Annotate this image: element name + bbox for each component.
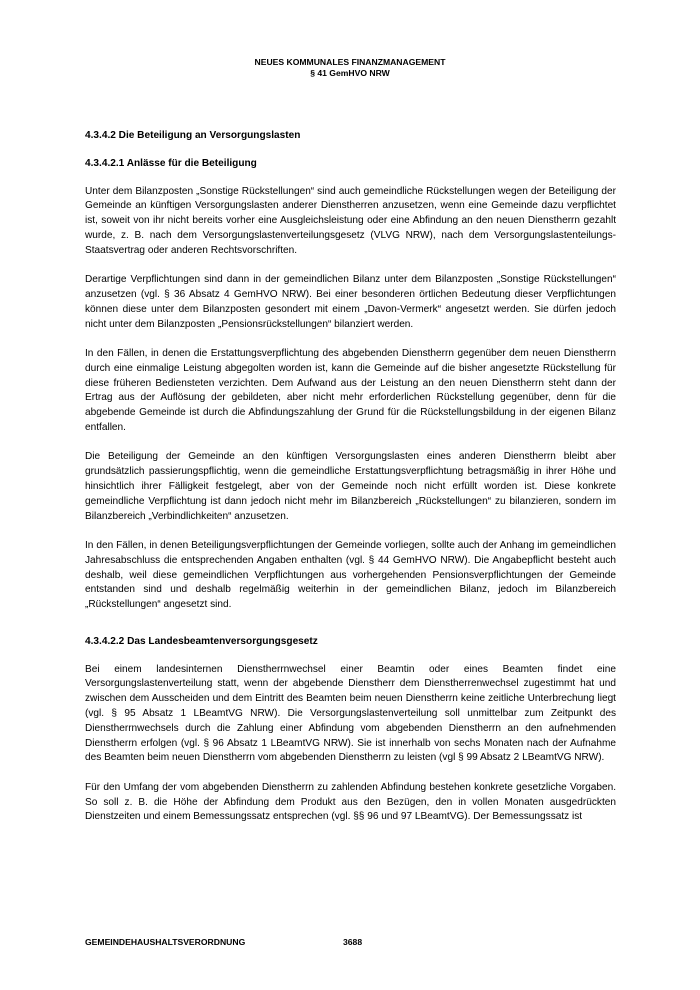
subsection-heading-2: 4.3.4.2.2 Das Landesbeamtenversorgungsgesetz [85, 635, 318, 647]
footer-label: GEMEINDEHAUSHALTSVERORDNUNG [85, 937, 246, 947]
page-header [0, 57, 700, 79]
paragraph: Für den Umfang der vom abgebenden Dienstherrn zu zahlenden Abfindung bestehen konkrete gesetzliche Vorgaben. So soll z. B. die Höhe der Abfindung dem Produkt aus den Bezügen, den in vollen Monaten ausgedrückten Dienstzeiten und einem Bemessungssatz entsprechen (vgl. §§ 96 und 97 LBeamtVG). Der Bemessungssatz ist [85, 781, 616, 823]
paragraph: In den Fällen, in denen Beteiligungsverpflichtungen der Gemeinde vorliegen, sollte auch der Anhang im gemeindlichen Jahresabschluss die entsprechenden Angaben enthalten (vgl. § 44 GemHVO NRW). Die Angabepflicht besteht auch deshalb, weil diese gemeindlichen Verpflichtungen aus vorhergehenden Pensionsverpflichtungen der Gemeinde entstanden sind und deshalb regelmäßig weiterhin in der gemeindlichen Bilanz, jedoch im Bilanzbereich „Rückstellungen“ angesetzt sind. [85, 539, 616, 611]
paragraph: Derartige Verpflichtungen sind dann in der gemeindlichen Bilanz unter dem Bilanzposten „Sonstige Rückstellungen“ anzusetzen (vgl. § 36 Absatz 4 GemHVO NRW). Bei einer besonderen örtlichen Bedeutung dieser Verpflichtungen können diese unter dem Bilanzposten gesondert mit einem „Davon-Vermerk“ angesetzt werden. Sie dürfen jedoch nicht unter dem Bilanzposten „Pensionsrückstellungen“ bilanziert werden. [85, 274, 616, 330]
paragraph: Bei einem landesinternen Dienstherrnwechsel einer Beamtin oder eines Beamten findet eine Versorgungslastenverteilung statt, wenn der abgebende Dienstherr dem Dienstherrenwechsel zugestimmt hat und zwischen dem Ausscheiden und dem Eintritt des Beamten beim neuen Dienstherrn keine zeitliche Unterbrechung liegt (vgl. § 95 Absatz 1 LBeamtVG NRW). Die Versorgungslastenverteilung soll unmittelbar zum Zeitpunkt des Dienstherrnwechsels durch die Zahlung einer Abfindung vom abgebenden Dienstherrn an den aufnehmenden Dienstherrn erfolgen (vgl. § 96 Absatz 1 LBeamtVG NRW). Sie ist innerhalb von sechs Monaten nach der Aufnahme des Beamten beim neuen Dienstherrn vom abgebenden Dienstherrn zu leisten (vgl § 99 Absatz 2 LBeamtVG NRW). [85, 663, 616, 764]
paragraph: In den Fällen, in denen die Erstattungsverpflichtung des abgebenden Dienstherrn gegenüber dem neuen Dienstherrn durch eine einmalige Leistung abgegolten worden ist, kann die Gemeinde auf die bisher angesetzte Rückstellung für diese früheren Bediensteten verzichten. Dem Aufwand aus der Leistung an den neuen Dienstherrn steht dann der Ertrag aus der Auflösung der gebildeten, aber nicht mehr erforderlichen Rückstellung gegenüber, denn für die abgebende Gemeinde ist durch die Abfindungszahlung der Grund für die Rückstellungsbildung in der eigenen Bilanz entfallen. [85, 347, 616, 433]
paragraph: Die Beteiligung der Gemeinde an den künftigen Versorgungslasten eines anderen Dienstherrn bleibt aber grundsätzlich passierungspflichtig, wenn die gemeindliche Erstattungsverpflichtung betragsmäßig in ihrer Höhe und hinsichtlich ihrer Fälligkeit festgelegt, aber von der Gemeinde noch nicht erfüllt worden ist. Diese konkrete gemeindliche Verpflichtung ist dann jedoch nicht mehr im Bilanzbereich „Rückstellungen“ zu bilanzieren, sondern im Bilanzbereich „Verbindlichkeiten“ anzusetzen. [85, 451, 616, 522]
subsection-heading-1: 4.3.4.2.1 Anlässe für die Beteiligung [85, 157, 257, 169]
section-heading: 4.3.4.2 Die Beteiligung an Versorgungslasten [85, 130, 301, 141]
header-title: NEUES KOMMUNALES FINANZMANAGEMENT [254, 57, 446, 67]
page-number: 3688 [343, 937, 363, 947]
header-paragraph-ref: § 41 GemHVO NRW [310, 68, 390, 78]
paragraph: Unter dem Bilanzposten „Sonstige Rückstellungen“ sind auch gemeindliche Rückstellungen wegen der Beteiligung der Gemeinde an künftigen Versorgungslasten anderer Dienstherren anzusetzen, wenn eine Gemeinde dazu verpflichtet ist, soweit von ihr nicht bereits vorher eine Ausgleichsleistung oder eine Abfindung an den neuen Dienstherrn gezahlt wurde, z. B. nach dem Versorgungslastenverteilungsgesetz (VLVG NRW), nach dem Versorgungslastenteilungs-Staatsvertrag oder anderen Rechtsvorschriften. [85, 185, 616, 256]
page-content [85, 129, 616, 840]
